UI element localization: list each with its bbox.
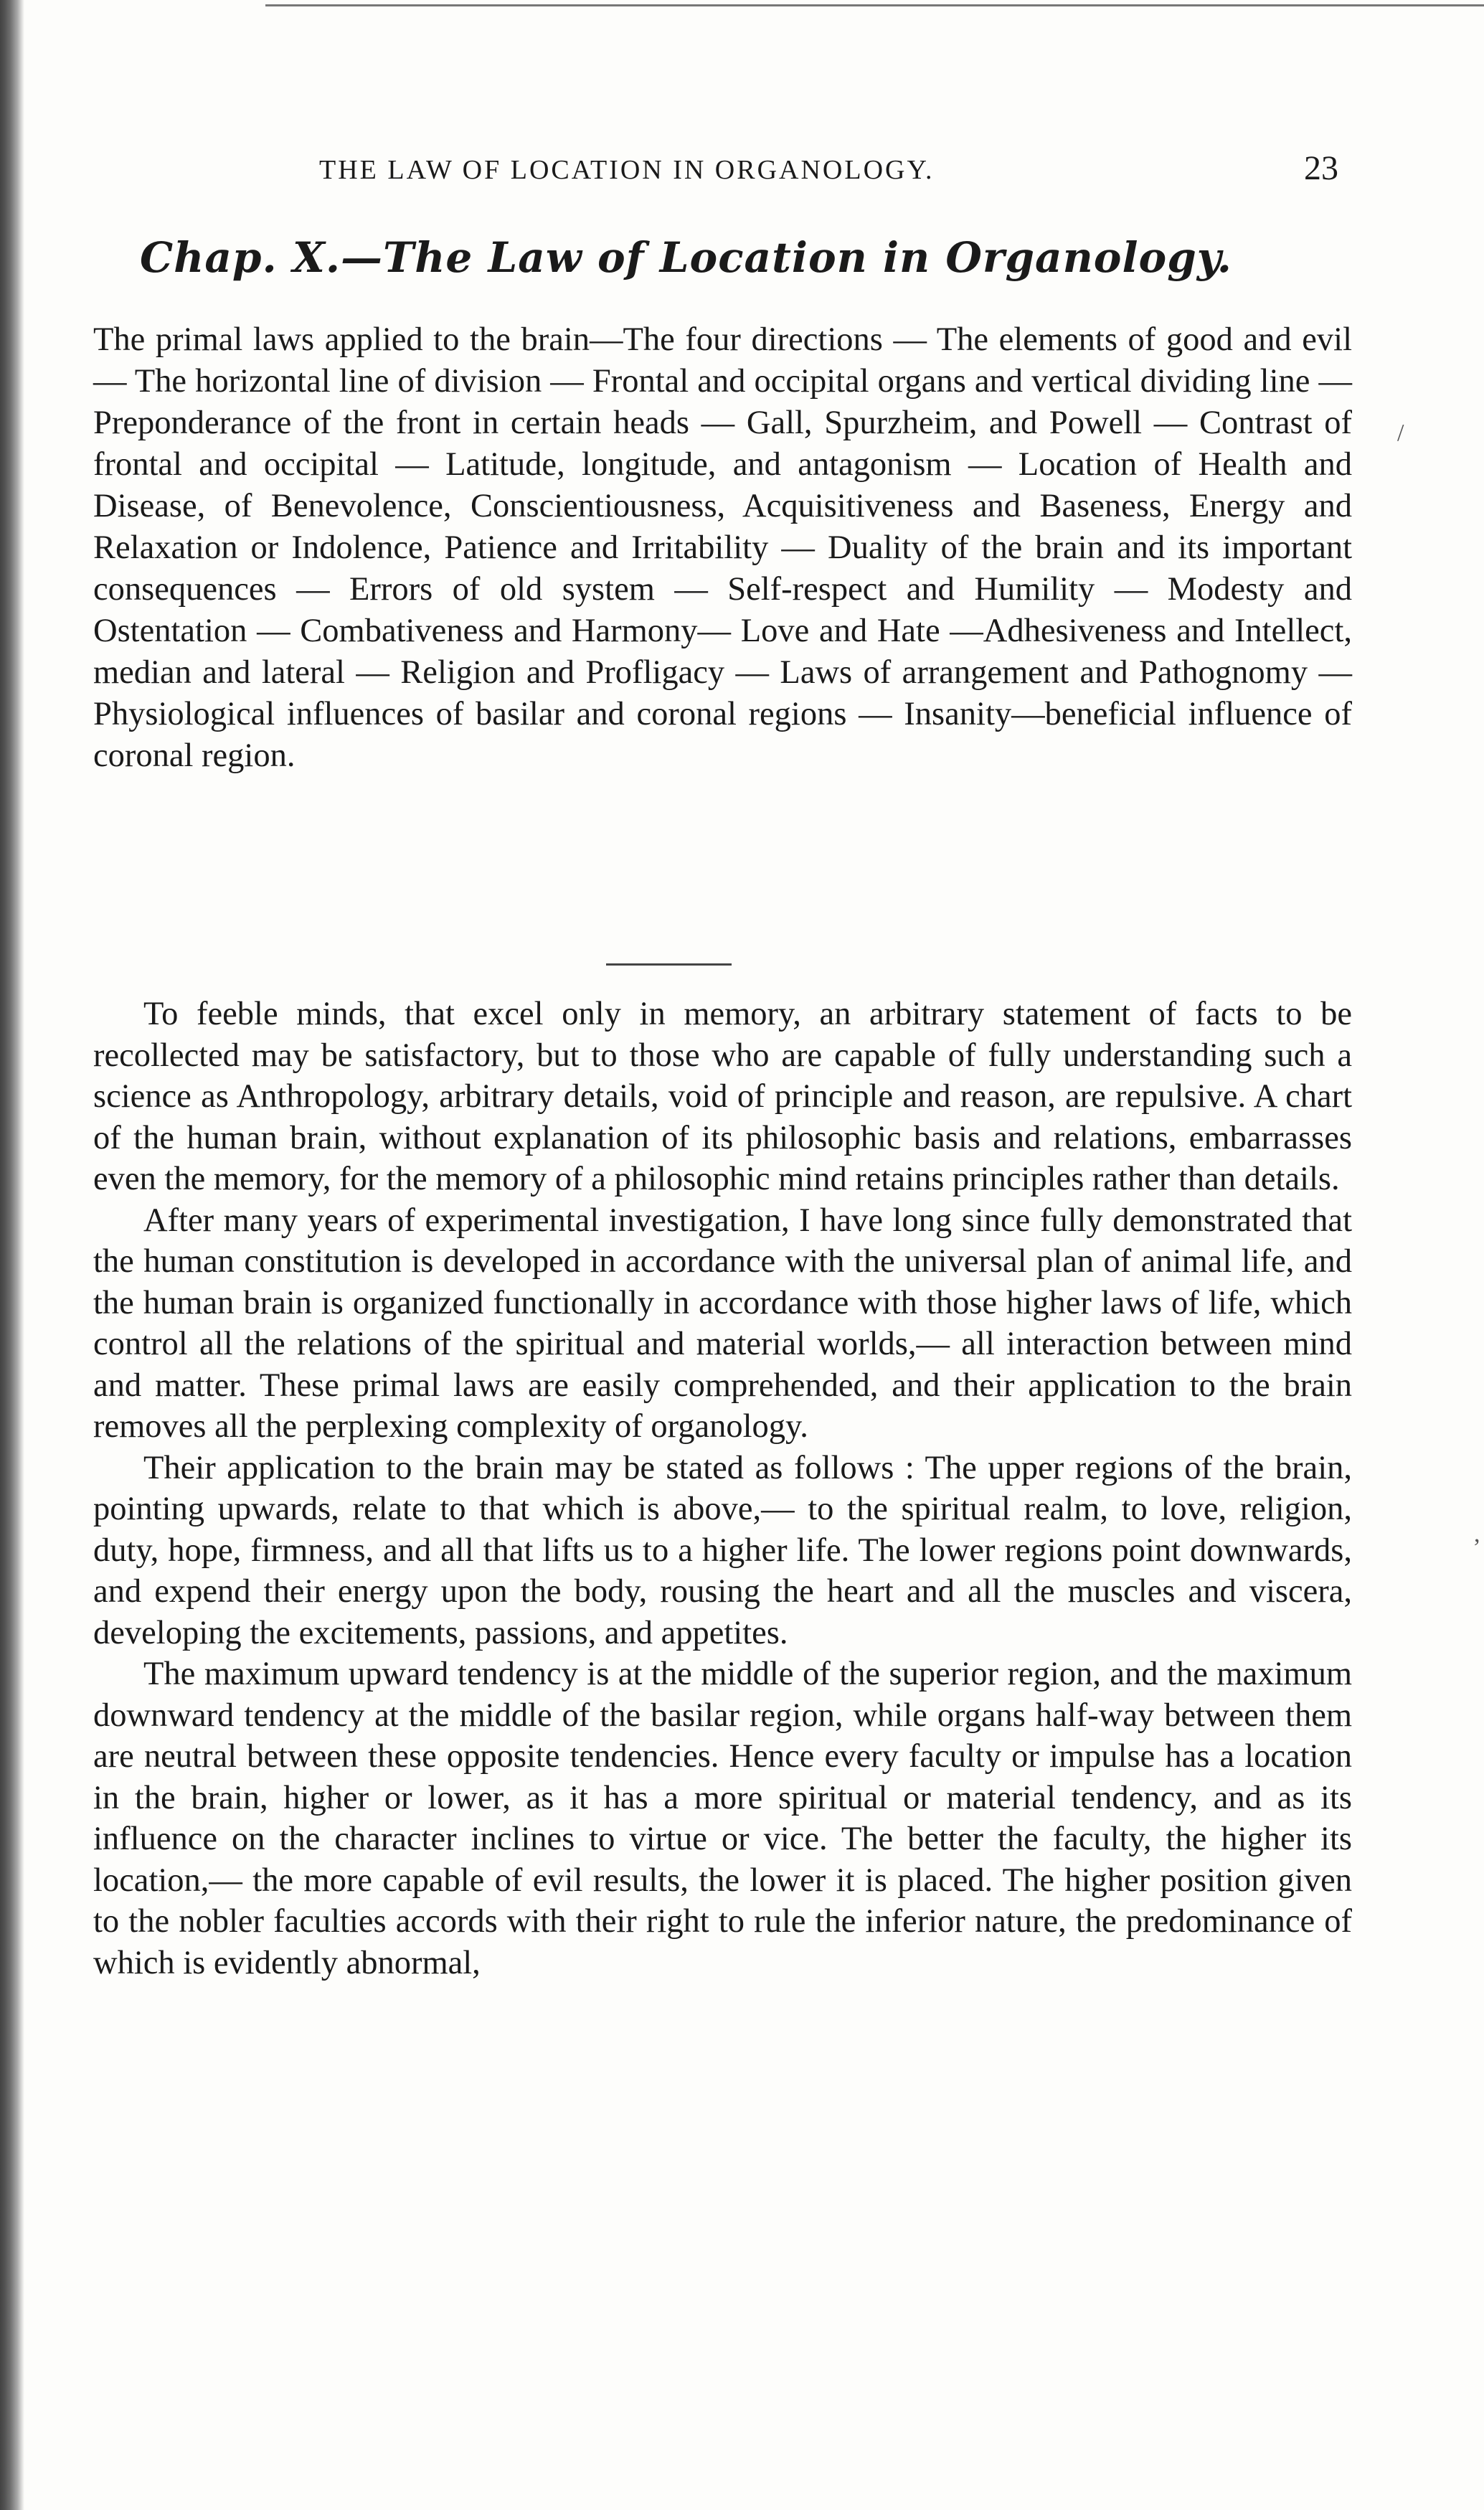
section-divider (606, 963, 732, 966)
scan-binding-edge (0, 0, 24, 2510)
paragraph: To feeble minds, that excel only in memory, an arbitrary statement of facts to be recollected may be satisfactory, but to those who are capable of fully understanding such a science as Anthropology, arbitrary details, void of principle and reason, are repulsive. A chart of the human brain, without explanation of its philosophic basis and relations, embarrasses even the memory, for the memory of a philosophic mind retains principles rather than details. (93, 996, 1352, 1197)
running-head (0, 149, 1484, 197)
margin-mark: / (1397, 420, 1404, 446)
top-scan-rule (265, 4, 1484, 6)
chapter-summary: The primal laws applied to the brain—The four directions — The elements of good and evil — The horizontal line of division — Frontal and occipital organs and vertical dividing line — Preponderance of the front in certain heads — Gall, Spurzheim, and Powell — Contrast of frontal and occipital — Latitude, longitude, and antagonism — Location of Health and Disease, of Benevolence, Conscientiousness, Acquisitiveness and Baseness, Energy and Relaxation or Indolence, Patience and Irritability — Duality of the brain and its important consequences — Errors of old system — Self-respect and Humility — Modesty and Ostentation — Combativeness and Harmony— Love and Hate —Adhesiveness and Intellect, median and lateral — Religion and Profligacy — Laws of arrangement and Pathognomy — Physiological influences of basilar and coronal regions — Insanity—beneficial influence of coronal region. (93, 321, 1352, 774)
paragraph: The maximum upward tendency is at the middle of the superior region, and the maximum downward tendency at the middle of the basilar region, while organs half-way between them are neutral between these opposite tendencies. Hence every faculty or impulse has a location in the brain, higher or lower, as it has a more spiritual or material tendency, and as its influence on the character inclines to virtue or vice. The better the faculty, the higher its location,— the more capable of evil results, the lower it is placed. The higher position given to the nobler faculties accords with their right to rule the inferior nature, the predominance of which is evidently abnormal, (93, 1656, 1352, 1981)
paragraph: Their application to the brain may be stated as follows : The upper regions of the brain, pointing upwards, relate to that which is above,— to the spiritual realm, to love, religion, duty, hope, firmness, and all that lifts us to a higher life. The lower regions point downwards, and expend their energy upon the body, rousing the heart and all the muscles and viscera, developing the excitements, passions, and appetites. (93, 1449, 1352, 1651)
paragraph: After many years of experimental investigation, I have long since fully demonstrated that the human constitution is developed in accordance with the universal plan of animal life, and the human brain is organized functionally in accordance with those higher laws of life, which control all the relations of the spiritual and material worlds,— all interaction between mind and matter. These primal laws are easily comprehended, and their application to the brain removes all the perplexing complexity of organology. (93, 1202, 1352, 1445)
chapter-heading: Chap. X.—The Law of Location in Organology. (140, 233, 1232, 282)
running-head-title: THE LAW OF LOCATION IN ORGANOLOGY. (319, 155, 935, 185)
body-text (93, 994, 1352, 1983)
page-number: 23 (1304, 149, 1338, 187)
margin-mark: , (1474, 1521, 1480, 1547)
